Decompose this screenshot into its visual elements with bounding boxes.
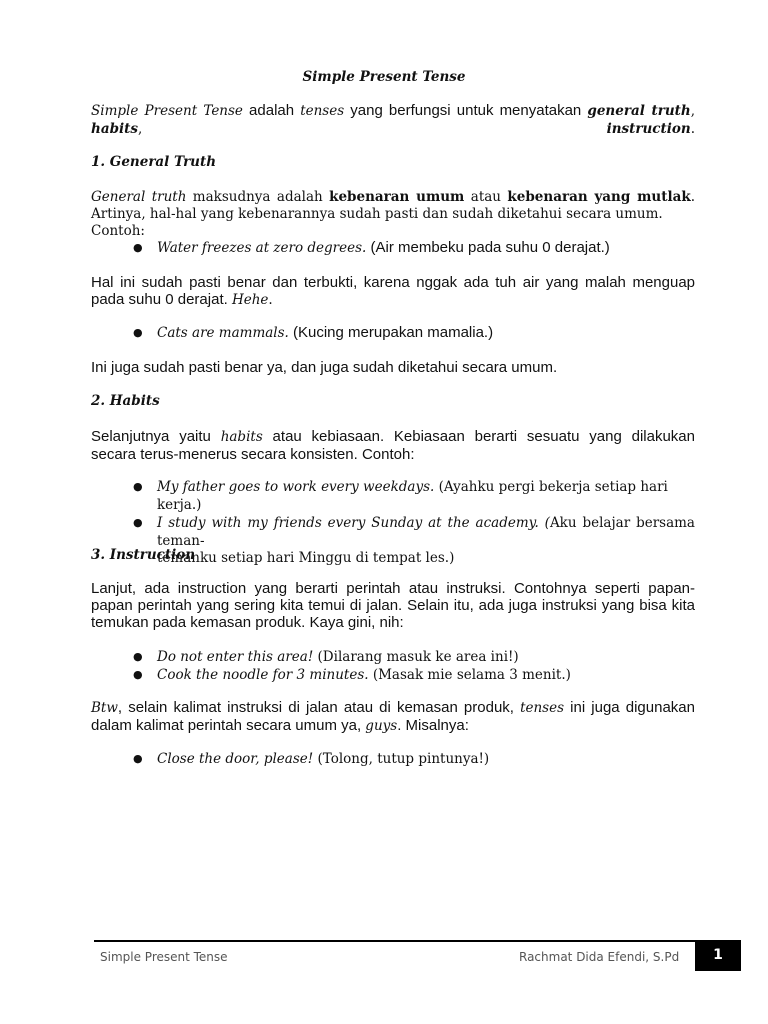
example-translation: (Air membeku pada suhu 0 derajat.): [366, 239, 610, 256]
bullet-icon: ●: [133, 241, 143, 254]
instruction-line-2: papan perintah yang sering kita temui di jalan. Selain itu, ada juga instruksi yang bisa kita: [91, 597, 695, 614]
example-english: I study with my friends every Sunday at the academy. (: [157, 515, 550, 531]
term-habits: habits: [220, 429, 263, 445]
bullet-icon: ●: [133, 668, 143, 681]
instruction-examples-2: [133, 750, 695, 768]
term-btw: Btw: [91, 700, 118, 716]
section-heading-general-truth: 1. General Truth: [91, 154, 217, 170]
example-english: Cook the noodle for 3 minutes.: [157, 667, 369, 683]
example-english: My father goes to work every weekdays.: [157, 479, 435, 495]
bullet-icon: ●: [133, 326, 143, 339]
habits-paragraph: [91, 428, 695, 463]
habits-line-1: [91, 428, 695, 446]
document-title: Simple Present Tense: [302, 69, 466, 85]
list-item: [133, 666, 695, 684]
term-tenses: tenses: [300, 103, 345, 119]
paragraph-text: atau: [464, 189, 508, 205]
instruction-paragraph: [91, 580, 695, 631]
term-guys: guys: [365, 718, 398, 734]
example-english: Water freezes at zero degrees.: [157, 240, 367, 256]
explanation-line-2: [91, 291, 695, 309]
intro-comma: ,: [690, 103, 695, 119]
bullet-icon: ●: [133, 752, 143, 765]
bullet-icon: ●: [133, 480, 143, 493]
general-truth-examples-1: [133, 239, 695, 257]
paragraph-text: Selanjutnya yaitu: [91, 428, 221, 445]
term-hehe: Hehe: [231, 292, 269, 308]
explanation-text: . Misalnya:: [397, 717, 469, 734]
general-truth-examples-2: [133, 324, 695, 342]
example-english: Cats are mammals.: [157, 325, 289, 341]
list-item: [133, 239, 695, 257]
intro-comma: ,: [137, 121, 607, 137]
general-truth-paragraph: [91, 188, 695, 240]
list-item: [133, 514, 695, 567]
explanation-text: dalam kalimat perintah secara umum ya,: [91, 717, 366, 734]
term-kebenaran-umum: kebenaran umum: [329, 189, 465, 205]
instruction-examples: [133, 648, 695, 684]
general-truth-closing: Ini juga sudah pasti benar ya, dan juga sudah diketahui secara umum.: [91, 359, 558, 376]
footer-document-title: Simple Present Tense: [100, 950, 228, 964]
term-kebenaran-mutlak: kebenaran yang mutlak: [507, 189, 691, 205]
instruction-explanation-line-1: [91, 699, 695, 717]
example-translation: (Masak mie selama 3 menit.): [368, 667, 571, 683]
footer-author: Rachmat Dida Efendi, S.Pd: [519, 950, 680, 964]
paragraph-period: .: [690, 189, 695, 205]
term-instruction: instruction: [606, 121, 691, 137]
example-translation: (Kucing merupakan mamalia.): [288, 324, 494, 341]
intro-paragraph: [91, 102, 695, 138]
example-translation: (Ayahku pergi bekerja setiap hari kerja.): [157, 479, 668, 513]
bullet-icon: ●: [133, 650, 143, 663]
explanation-period: .: [268, 292, 273, 308]
instruction-explanation-line-2: [91, 717, 695, 735]
paragraph-text: atau kebiasaan. Kebiasaan berarti sesuatu yang dilakukan: [262, 428, 695, 445]
list-item: [133, 750, 695, 768]
term-general-truth: general truth: [587, 103, 691, 119]
intro-line-1: [91, 102, 695, 138]
section-heading-habits: 2. Habits: [91, 393, 160, 409]
example-translation: (Dilarang masuk ke area ini!): [313, 649, 519, 665]
term-habits: habits: [91, 121, 138, 137]
explanation-line-1: Hal ini sudah pasti benar dan terbukti, karena nggak ada tuh air yang malah menguap: [91, 274, 695, 291]
habits-line-2: secara terus-menerus secara konsisten. Contoh:: [91, 446, 415, 463]
instruction-line-1: Lanjut, ada instruction yang berarti perintah atau instruksi. Contohnya seperti papan-: [91, 580, 695, 597]
footer-divider: [94, 940, 695, 942]
term-simple-present-tense: Simple Present Tense: [91, 103, 243, 119]
term-tenses: tenses: [520, 700, 565, 716]
list-item: [133, 648, 695, 666]
general-truth-line-1: [91, 188, 695, 206]
explanation-text: pada suhu 0 derajat.: [91, 291, 232, 308]
list-item: [133, 324, 695, 342]
bullet-icon: ●: [133, 516, 143, 529]
example-english: Do not enter this area!: [157, 649, 314, 665]
habits-examples: [133, 478, 695, 567]
example-translation-continued: temanku setiap hari Minggu di tempat les.): [157, 550, 455, 566]
intro-text: yang berfungsi untuk menyatakan: [344, 102, 588, 119]
intro-period: .: [690, 121, 695, 137]
instruction-explanation: [91, 699, 695, 735]
section-heading-instruction: 3. Instruction: [91, 547, 196, 563]
general-truth-line-2: Artinya, hal-hal yang kebenarannya sudah pasti dan sudah diketahui secara umum. Contoh:: [91, 206, 663, 239]
intro-text: adalah: [242, 102, 301, 119]
page-number: 1: [695, 940, 741, 971]
paragraph-text: maksudnya adalah: [186, 189, 330, 205]
explanation-text: ini juga digunakan: [564, 699, 695, 716]
example-translation: Aku belajar bersama teman-: [157, 515, 695, 549]
instruction-line-3: temukan pada kemasan produk. Kaya gini, nih:: [91, 614, 404, 631]
explanation-text: , selain kalimat instruksi di jalan atau di kemasan produk,: [117, 699, 521, 716]
example-translation: (Tolong, tutup pintunya!): [313, 751, 490, 767]
example-english: Close the door, please!: [157, 751, 314, 767]
term-general-truth: General truth: [91, 189, 187, 205]
general-truth-explanation: [91, 274, 695, 309]
list-item: [133, 478, 695, 514]
